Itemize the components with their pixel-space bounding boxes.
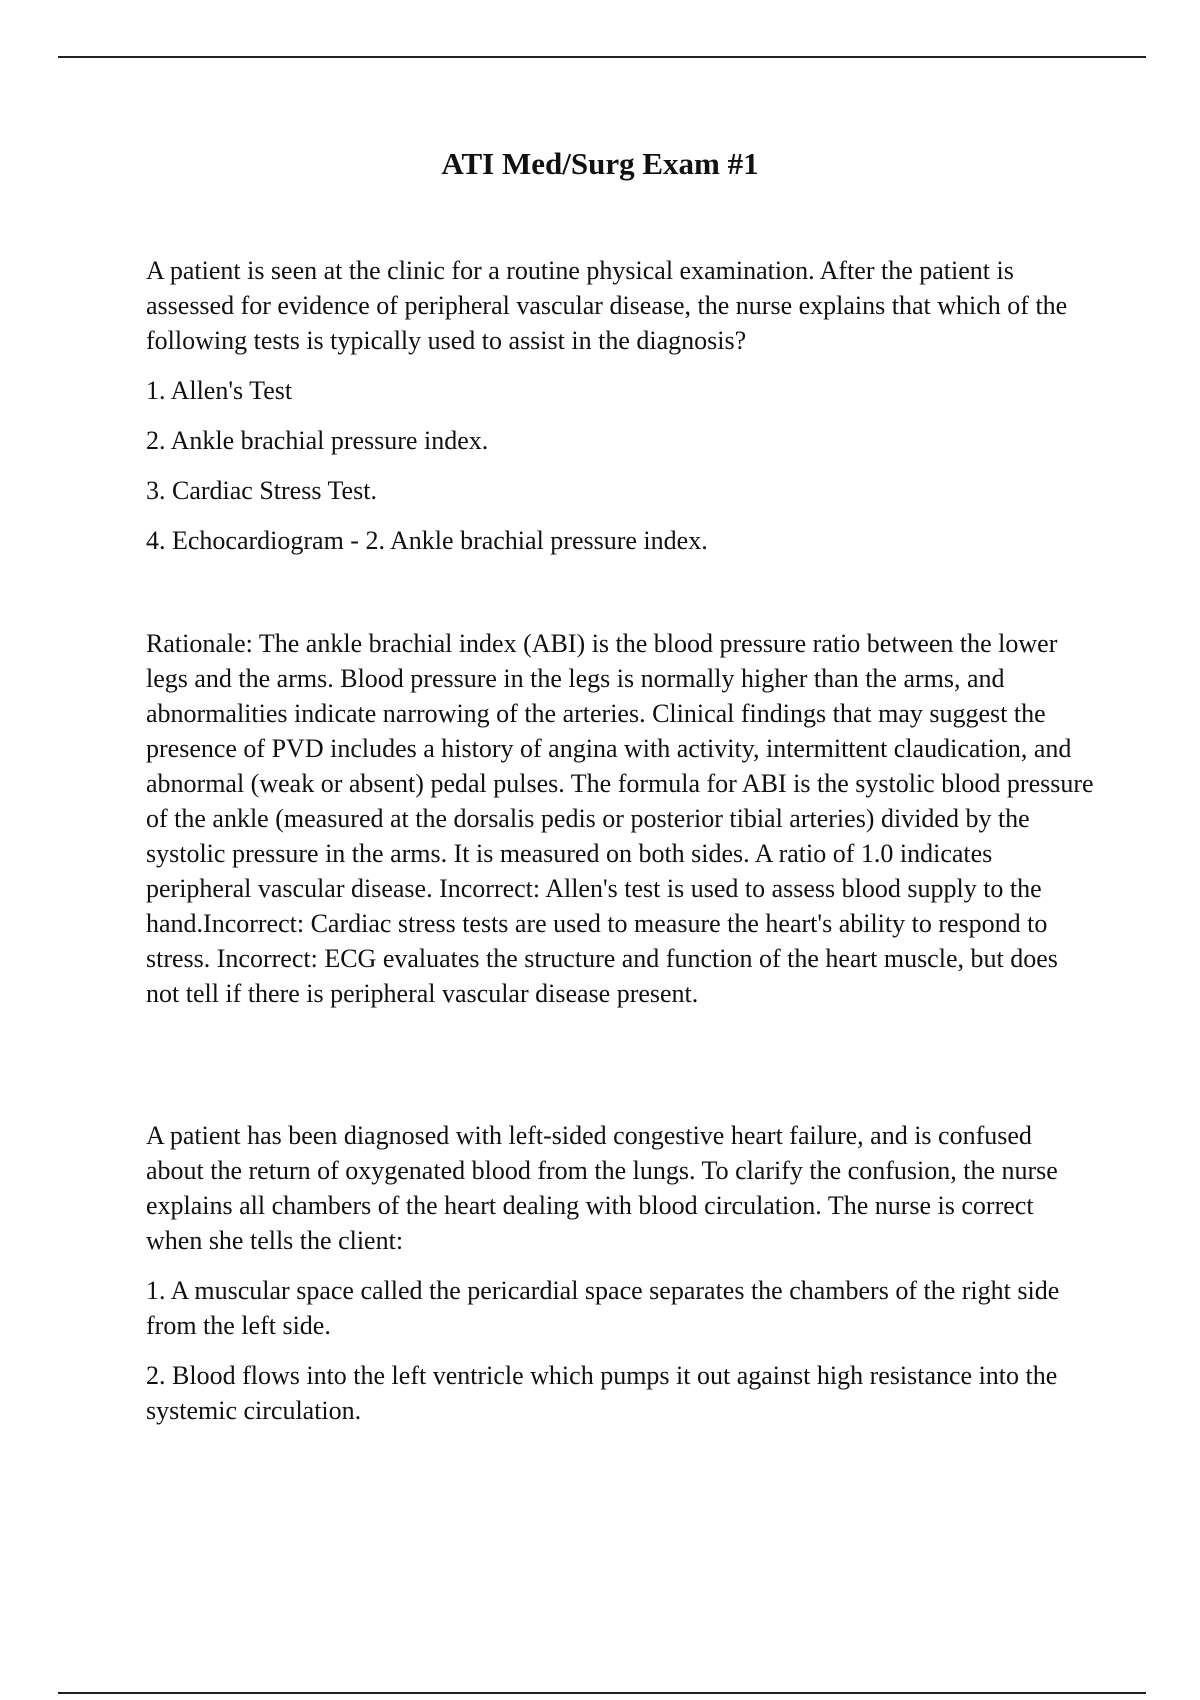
answer-option: 4. Echocardiogram - 2. Ankle brachial pressure index. [146, 526, 708, 555]
answer-option: 3. Cardiac Stress Test. [146, 476, 377, 505]
question-stem: A patient is seen at the clinic for a routine physical examination. After the patient is assessed for evidence of peripheral vascular disease, the nurse explains that which of the following tests is typically used to assist in the diagnosis? [146, 256, 1068, 355]
answer-option: 2. Blood flows into the left ventricle which pumps it out against high resistance into the systemic circulation. [146, 1361, 1058, 1425]
answer-option: 1. Allen's Test [146, 376, 293, 405]
top-rule [58, 56, 1146, 58]
document-title: ATI Med/Surg Exam #1 [441, 146, 759, 181]
bottom-rule [58, 1692, 1146, 1694]
rationale-text: Rationale: The ankle brachial index (ABI) is the blood pressure ratio between the lower legs and the arms. Blood pressure in the legs is normally higher than the arms, and abnormalities indicate narrowing of the arteries. Clinical findings that may suggest the presence of PVD includes a history of angina with activity, intermittent claudication, and abnormal (weak or absent) pedal pulses. The formula for ABI is the systolic blood pressure of the ankle (measured at the dorsalis pedis or posterior tibial arteries) divided by the systolic pressure in the arms. It is measured on both sides. A ratio of 1.0 indicates peripheral vascular disease. Incorrect: Allen's test is used to assess blood supply to the hand.Incorrect: Cardiac stress tests are used to measure the heart's ability to respond to stress. Incorrect: ECG evaluates the structure and function of the heart muscle, but does not tell if there is peripheral vascular disease present. [146, 629, 1094, 1008]
question-1 [146, 253, 1096, 1011]
question-2 [146, 1118, 1096, 1443]
question-stem: A patient has been diagnosed with left-sided congestive heart failure, and is confused about the return of oxygenated blood from the lungs. To clarify the confusion, the nurse explains all chambers of the heart dealing with blood circulation. The nurse is correct when she tells the client: [146, 1121, 1058, 1255]
answer-option: 1. A muscular space called the pericardial space separates the chambers of the right side from the left side. [146, 1276, 1060, 1340]
answer-option: 2. Ankle brachial pressure index. [146, 426, 489, 455]
